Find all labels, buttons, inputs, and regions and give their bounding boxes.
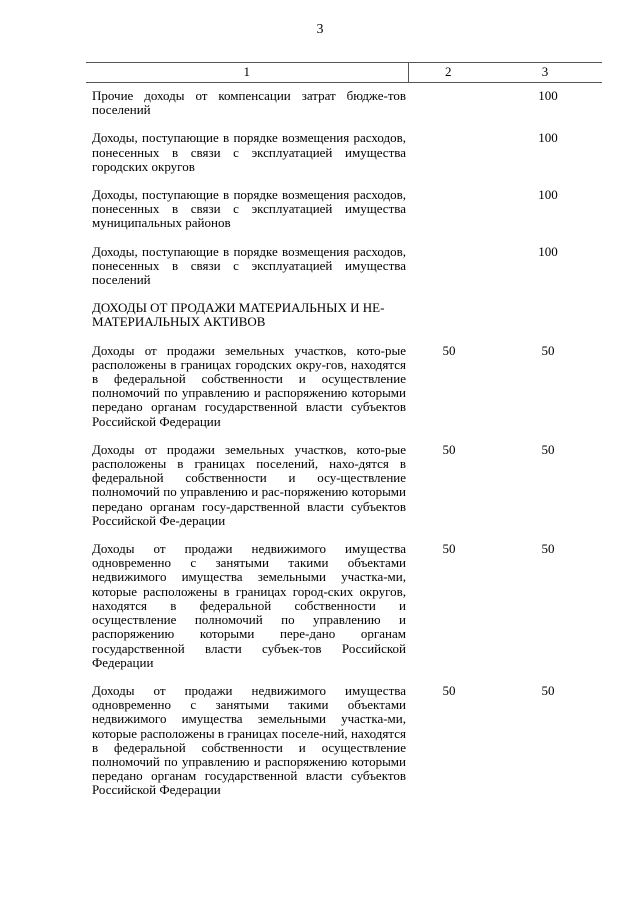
row-description: Доходы, поступающие в порядке возмещения расходов, понесенных в связи с эксплуатацией имущества муниципальных районов bbox=[92, 187, 406, 231]
column-header-1: 1 bbox=[86, 63, 408, 83]
row-description: Доходы, поступающие в порядке возмещения расходов, понесенных в связи с эксплуатацией имущества поселений bbox=[92, 243, 406, 288]
row-value-col2 bbox=[408, 83, 488, 126]
table-row bbox=[86, 437, 602, 536]
row-description: Доходы от продажи земельных участков, кото-рые расположены в границах городских окру-гов, находятся в федеральной собственности и осуществление полномочий по управлению и распоряжению которыми передано органам государственной власти субъектов Российской Федерации bbox=[92, 342, 406, 429]
column-header-2: 2 bbox=[408, 63, 488, 83]
row-description: Доходы от продажи недвижимого имущества одновременно с занятыми такими объектами недвижимого имущества земельными участка-ми, которые расположены в границах поселе-ний, находятся в федеральной собственности и осуществление полномочий по управлению и распоряжению которыми передано органам государственной власти субъектов Российской Федерации bbox=[92, 682, 406, 798]
revenue-table bbox=[86, 62, 602, 806]
row-value-col3: 100 bbox=[538, 187, 558, 203]
row-value-col2: 50 bbox=[442, 342, 456, 358]
row-value-col3: 50 bbox=[541, 541, 555, 557]
row-value-col2: 50 bbox=[442, 682, 456, 698]
row-value-col3: 50 bbox=[541, 342, 555, 358]
row-value-col2 bbox=[408, 239, 488, 296]
row-value-col2 bbox=[408, 295, 488, 337]
row-description: Прочие доходы от компенсации затрат бюдже-тов поселений bbox=[92, 88, 406, 118]
row-value-col3: 100 bbox=[538, 243, 558, 259]
row-description: Доходы от продажи недвижимого имущества одновременно с занятыми такими объектами недвижимого имущества земельными участка-ми, которые расположены в границах город-ских округов, находятся в федеральной собственности и осуществление полномочий по управлению и распоряжению которыми пере-дано органам государственной власти субъек-тов Российской Федерации bbox=[92, 541, 406, 670]
row-description: Доходы от продажи земельных участков, кото-рые расположены в границах поселений, нахо-дятся в федеральной собственности и осу-ществление полномочий по управлению и рас-поряжению которыми передано органам госу-дарственной власти субъектов Российской Фе-дерации bbox=[92, 441, 406, 528]
table-header-row bbox=[86, 63, 602, 83]
table-row bbox=[86, 83, 602, 126]
row-value-col2 bbox=[408, 125, 488, 182]
row-value-col2 bbox=[408, 182, 488, 239]
column-header-3: 3 bbox=[488, 63, 602, 83]
row-value-col2: 50 bbox=[442, 541, 456, 557]
row-value-col3 bbox=[488, 295, 602, 337]
table-row bbox=[86, 536, 602, 678]
row-value-col3: 50 bbox=[541, 682, 555, 698]
table-row bbox=[86, 239, 602, 296]
section-heading: ДОХОДЫ ОТ ПРОДАЖИ МАТЕРИАЛЬНЫХ И НЕ-МАТЕРИАЛЬНЫХ АКТИВОВ bbox=[92, 300, 385, 330]
row-value-col2: 50 bbox=[442, 441, 456, 457]
row-value-col3: 50 bbox=[541, 441, 555, 457]
row-value-col3: 100 bbox=[538, 88, 558, 103]
page-number: 3 bbox=[316, 22, 324, 37]
row-value-col3: 100 bbox=[538, 130, 558, 146]
table-row bbox=[86, 678, 602, 806]
table-row bbox=[86, 125, 602, 182]
table-row bbox=[86, 338, 602, 437]
table-row bbox=[86, 182, 602, 239]
row-description: Доходы, поступающие в порядке возмещения расходов, понесенных в связи с эксплуатацией имущества городских округов bbox=[92, 130, 406, 174]
section-heading-row bbox=[86, 295, 602, 337]
